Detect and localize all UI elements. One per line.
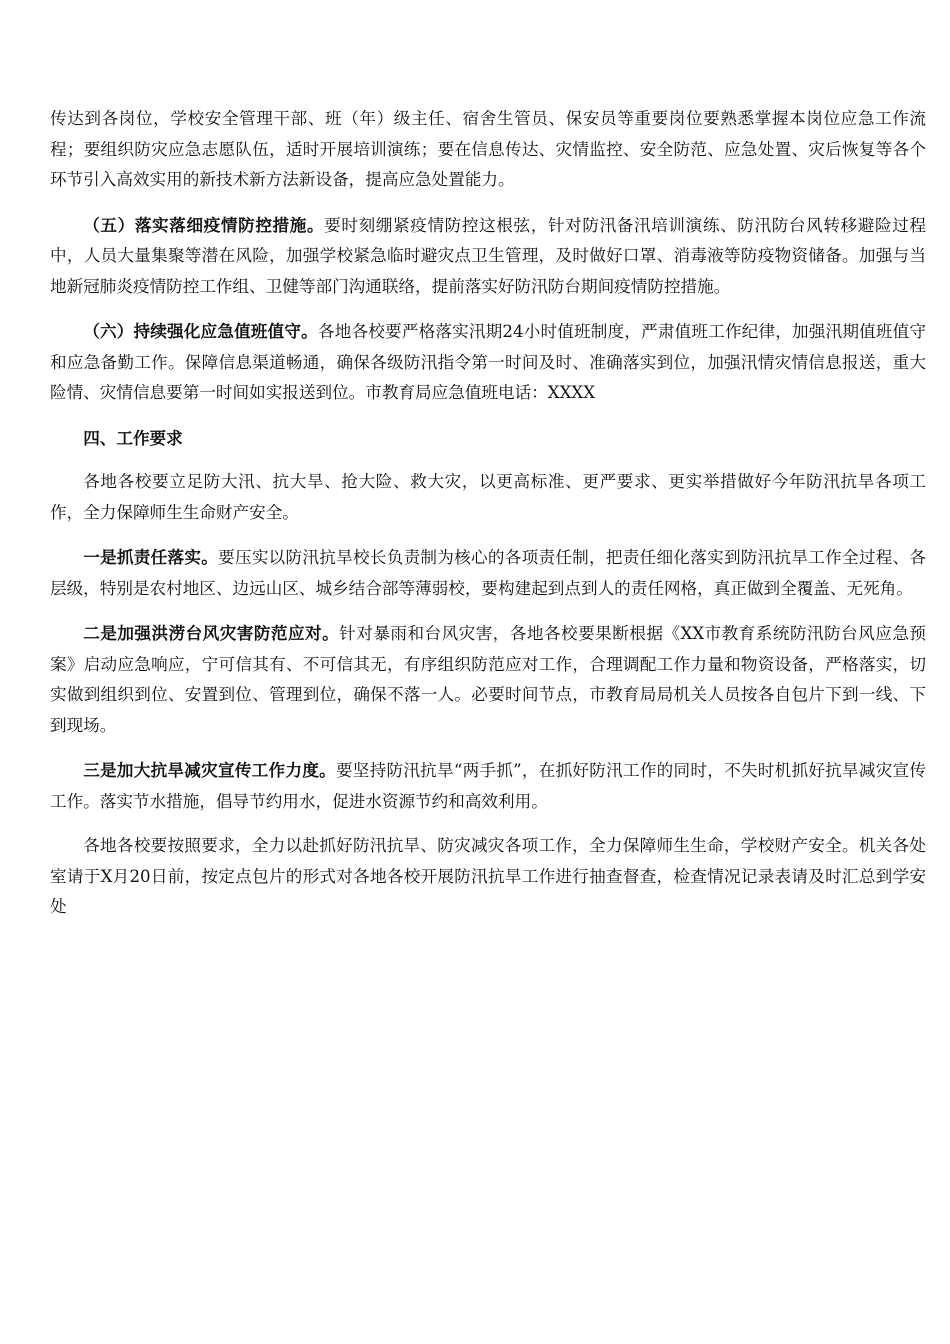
paragraph-text: 要压实以防汛抗旱校长负责制为核心的各项责任制，把责任细化落实到防汛抗旱工作全过程、各层级，特别是农村地区、边远山区、城乡结合部等薄弱校，要构建起到点到人的责任网格，真正做到全覆盖、无死角。 bbox=[50, 548, 927, 598]
paragraph-text: 各地各校要按照要求，全力以赴抓好防汛抗旱、防灾减灾各项工作，全力保障师生生命，学校财产安全。机关各处室请于X月20日前，按定点包片的形式对各地各校开展防汛抗旱工作进行抽查督查，检查情况记录表请及时汇总到学安处 bbox=[50, 836, 926, 916]
paragraph-emergency-duty bbox=[50, 316, 926, 409]
paragraph-responsibility bbox=[50, 542, 926, 604]
paragraph-text: 各地各校要严格落实汛期24小时值班制度，严肃值班工作纪律，加强汛期值班值守和应急备勤工作。保障信息渠道畅通，确保各级防汛指令第一时间及时、准确落实到位，加强汛情灾情信息报送，重大险情、灾情信息要第一时间如实报送到位。市教育局应急值班电话：XXXX bbox=[50, 322, 927, 402]
document-page bbox=[50, 104, 926, 937]
paragraph-requirements-intro bbox=[50, 467, 926, 528]
paragraph-text: 各地各校要立足防大汛、抗大旱、抢大险、救大灾，以更高标准、更严要求、更实举措做好今年防汛抗旱各项工作，全力保障师生生命财产安全。 bbox=[50, 472, 926, 522]
paragraph-closing bbox=[50, 831, 926, 923]
paragraph-text: 要时刻绷紧疫情防控这根弦，针对防汛备汛培训演练、防汛防台风转移避险过程中，人员大量集聚等潜在风险，加强学校紧急临时避灾点卫生管理，及时做好口罩、消毒液等防疫物资储备。加强与当地新冠肺炎疫情防控工作组、卫健等部门沟通联络，提前落实好防汛防台期间疫情防控措施。 bbox=[50, 215, 927, 296]
paragraph-lead: 三是加大抗旱减灾宣传工作力度。 bbox=[83, 760, 336, 780]
paragraph-lead: （六）持续强化应急值班值守。 bbox=[83, 321, 318, 341]
paragraph-flood-typhoon bbox=[50, 618, 926, 741]
paragraph-text: 传达到各岗位，学校安全管理干部、班（年）级主任、宿舍生管员、保安员等重要岗位要熟悉掌握本岗位应急工作流程；要组织防灾应急志愿队伍，适时开展培训演练；要在信息传达、灾情监控、安全防范、应急处置、灾后恢复等各个环节引入高效实用的新技术新方法新设备，提高应急处置能力。 bbox=[50, 109, 926, 189]
paragraph-text: 要坚持防汛抗旱“两手抓”，在抓好防汛工作的同时，不失时机抓好抗旱减灾宣传工作。落实节水措施，倡导节约用水，促进水资源节约和高效利用。 bbox=[50, 761, 926, 811]
paragraph-lead: 一是抓责任落实。 bbox=[83, 547, 219, 567]
section-heading: 四、工作要求 bbox=[83, 427, 183, 448]
paragraph-continued bbox=[50, 104, 926, 196]
paragraph-text: 针对暴雨和台风灾害，各地各校要果断根据《XX市教育系统防汛防台风应急预案》启动应急响应，宁可信其有、不可信其无，有序组织防范应对工作，合理调配工作力量和物资设备，严格落实，切实做到组织到位、安置到位、管理到位，确保不落一人。必要时间节点，市教育局局机关人员按各自包片下到一线、下到现场。 bbox=[50, 624, 927, 735]
paragraph-epidemic-control bbox=[50, 210, 926, 303]
paragraph-lead: （五）落实落细疫情防控措施。 bbox=[83, 214, 325, 235]
paragraph-lead: 二是加强洪涝台风灾害防范应对。 bbox=[83, 623, 340, 643]
paragraph-drought-publicity bbox=[50, 755, 926, 817]
